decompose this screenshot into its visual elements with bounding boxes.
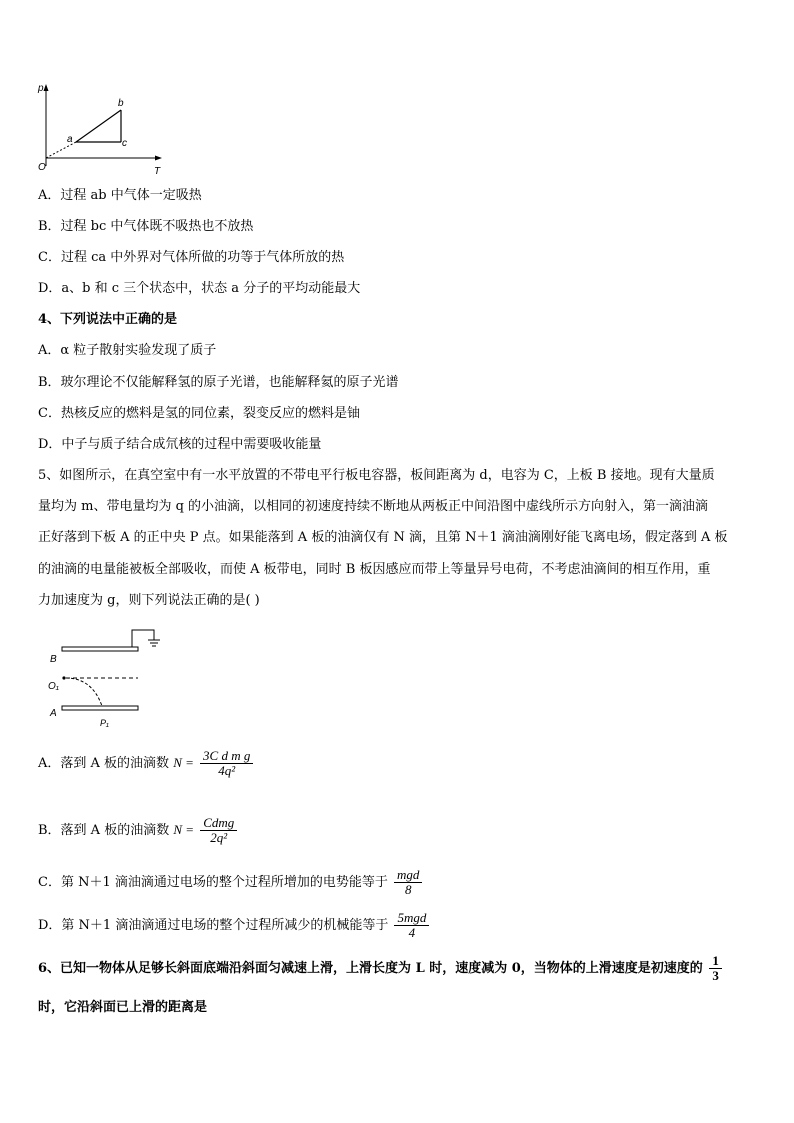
q3-option-c: C．过程 ca 中外界对气体所做的功等于气体所放的热	[38, 250, 345, 265]
q4-option-d: D．中子与质子结合成氘核的过程中需要吸收能量	[38, 437, 322, 452]
q3-option-b: B．过程 bc 中气体既不吸热也不放热	[38, 219, 254, 234]
q5-option-c-denominator: 8	[404, 882, 412, 897]
q5-option-b-text: B．落到 A 板的油滴数	[38, 823, 170, 838]
point-label-b: b	[118, 98, 124, 109]
x-axis-arrow	[155, 156, 162, 161]
q5-stem-line-4: 的油滴的电量能被板全部吸收，而使 A 板带电，同时 B 板因感应而带上等量异号电荷，不考虑油滴间的相互作用，重	[38, 562, 711, 577]
q5-option-a-text: A．落到 A 板的油滴数	[38, 756, 170, 771]
q5-option-b-numerator: Cdmg	[200, 816, 237, 831]
droplet-trajectory	[66, 678, 102, 706]
q6-stem-text: 6、已知一物体从足够长斜面底端沿斜面匀减速上滑，上滑长度为 L 时，速度减为 0，当物体的上滑速度是初速度的	[38, 961, 703, 976]
origin-label: O	[38, 162, 46, 173]
q5-option-d-text: D．第 N＋1 滴油滴通过电场的整个过程所减少的机械能等于	[38, 918, 389, 933]
q3-option-a: A．过程 ab 中气体一定吸热	[38, 188, 202, 203]
q5-option-d-numerator: 5mgd	[394, 911, 429, 926]
pt-graph	[34, 82, 174, 182]
q3-option-d: D．a、b 和 c 三个状态中，状态 a 分子的平均动能最大	[38, 281, 361, 296]
q5-option-a-fraction	[200, 749, 253, 778]
axis-label-T: T	[154, 166, 161, 177]
q5-option-c-fraction	[394, 868, 422, 897]
q5-option-c-numerator: mgd	[394, 868, 422, 883]
point-label-c: c	[122, 138, 127, 149]
q5-stem-line-1: 5、如图所示，在真空室中有一水平放置的不带电平行板电容器，板间距离为 d，电容为 C，上板 B 接地。现有大量质	[38, 468, 715, 483]
label-B: B	[50, 654, 57, 665]
q4-option-a: A．α 粒子散射实验发现了质子	[38, 343, 217, 358]
point-label-a: a	[67, 134, 73, 145]
q5-stem-line-2: 量均为 m、带电量均为 q 的小油滴，以相同的初速度持续不断地从两板正中间沿图中虚线所示方向射入，第一滴油滴	[38, 499, 709, 514]
q5-option-a-denominator: 4q²	[218, 763, 236, 778]
q6-fraction	[709, 954, 722, 983]
q5-stem-line-3: 正好落到下板 A 的正中央 P 点。如果能落到 A 板的油滴仅有 N 滴，且第 N＋1 滴油滴刚好能飞离电场，假定落到 A 板	[38, 530, 728, 545]
ground-wire	[132, 630, 154, 647]
plate-A	[62, 706, 138, 710]
q6-stem-line-1	[38, 954, 724, 983]
label-P: P₁	[100, 718, 109, 728]
entry-point-O	[62, 676, 65, 679]
q5-option-b	[38, 816, 239, 845]
q5-option-c	[38, 868, 424, 897]
q5-option-b-fraction	[200, 816, 237, 845]
q6-stem-line-2: 时，它沿斜面已上滑的距离是	[38, 1000, 208, 1015]
y-axis-arrow	[44, 84, 49, 91]
axis-label-p: p	[38, 83, 44, 94]
q5-stem-line-5: 力加速度为 g，则下列说法正确的是( )	[38, 593, 260, 608]
process-ab	[76, 110, 121, 142]
q5-option-b-denominator: 2q²	[210, 830, 228, 845]
label-O: O₁	[48, 681, 59, 692]
q5-option-c-text: C．第 N＋1 滴油滴通过电场的整个过程所增加的电势能等于	[38, 875, 388, 890]
q5-option-d	[38, 911, 431, 940]
q5-option-d-denominator: 4	[408, 925, 416, 940]
label-A: A	[50, 708, 57, 719]
plate-B	[62, 647, 138, 651]
q4-option-c: C．热核反应的燃料是氢的同位素，裂变反应的燃料是铀	[38, 406, 360, 421]
q5-option-a	[38, 749, 255, 778]
q5-option-a-numerator: 3C d m g	[200, 749, 253, 764]
q6-fraction-numerator: 1	[709, 954, 722, 969]
q5-option-d-fraction	[394, 911, 429, 940]
q5-option-a-lhs: N =	[173, 755, 194, 770]
capacitor-figure	[44, 624, 174, 734]
q4-option-b: B．玻尔理论不仅能解释氢的原子光谱，也能解释氦的原子光谱	[38, 375, 399, 390]
q5-option-b-lhs: N =	[173, 822, 195, 837]
q4-stem: 4、下列说法中正确的是	[38, 312, 178, 327]
q6-fraction-denominator: 3	[712, 968, 719, 983]
